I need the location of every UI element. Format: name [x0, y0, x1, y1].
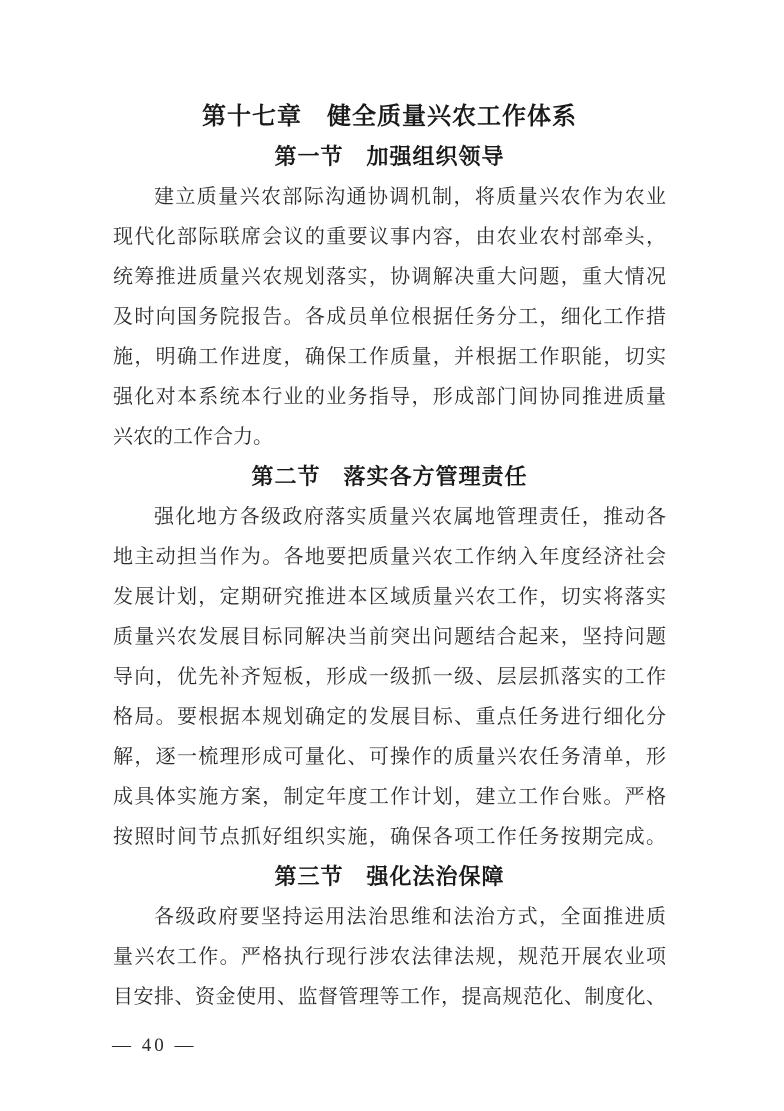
- text-line: 地主动担当作为。各地要把质量兴农工作纳入年度经济社会: [113, 546, 666, 568]
- text-line: 解，逐一梳理形成可量化、可操作的质量兴农任务清单，形: [113, 746, 666, 768]
- page-number: — 40 —: [112, 1035, 197, 1056]
- text-line: 建立质量兴农部际沟通协调机制，将质量兴农作为农业: [154, 186, 666, 208]
- text-line: 量兴农工作。严格执行现行涉农法律法规，规范开展农业项: [113, 946, 666, 968]
- text-line: 导向，优先补齐短板，形成一级抓一级、层层抓落实的工作: [113, 666, 666, 688]
- page-content: [113, 97, 666, 1017]
- text-line: 强化对本系统本行业的业务指导，形成部门间协同推进质量: [113, 386, 666, 408]
- text-line: 及时向国务院报告。各成员单位根据任务分工，细化工作措: [113, 306, 666, 328]
- paragraph-1: [113, 177, 666, 457]
- text-line: 现代化部际联席会议的重要议事内容，由农业农村部牵头，: [113, 226, 666, 248]
- text-line: 发展计划，定期研究推进本区域质量兴农工作，切实将落实: [113, 586, 666, 608]
- text-line: 统筹推进质量兴农规划落实，协调解决重大问题，重大情况: [113, 266, 666, 288]
- text-line: 兴农的工作合力。: [113, 426, 273, 448]
- text-line: 各级政府要坚持运用法治思维和法治方式，全面推进质: [154, 906, 666, 928]
- section-heading-3: 第三节 强化法治保障: [274, 864, 505, 889]
- text-line: 格局。要根据本规划确定的发展目标、重点任务进行细化分: [113, 706, 666, 728]
- section-heading-2: 第二节 落实各方管理责任: [251, 464, 528, 489]
- text-line: 成具体实施方案，制定年度工作计划，建立工作台账。严格: [113, 786, 666, 808]
- text-line: 质量兴农发展目标同解决当前突出问题结合起来，坚持问题: [113, 626, 666, 648]
- section-heading-1: 第一节 加强组织领导: [274, 144, 505, 169]
- text-line: 目安排、资金使用、监督管理等工作，提高规范化、制度化、: [113, 986, 666, 1008]
- text-line: 施，明确工作进度，确保工作质量，并根据工作职能，切实: [113, 346, 666, 368]
- paragraph-2: [113, 497, 666, 857]
- chapter-title: 第十七章 健全质量兴农工作体系: [202, 103, 577, 130]
- paragraph-3: [113, 897, 666, 1017]
- text-line: 按照时间节点抓好组织实施，确保各项工作任务按期完成。: [113, 826, 666, 848]
- text-line: 强化地方各级政府落实质量兴农属地管理责任，推动各: [154, 506, 666, 528]
